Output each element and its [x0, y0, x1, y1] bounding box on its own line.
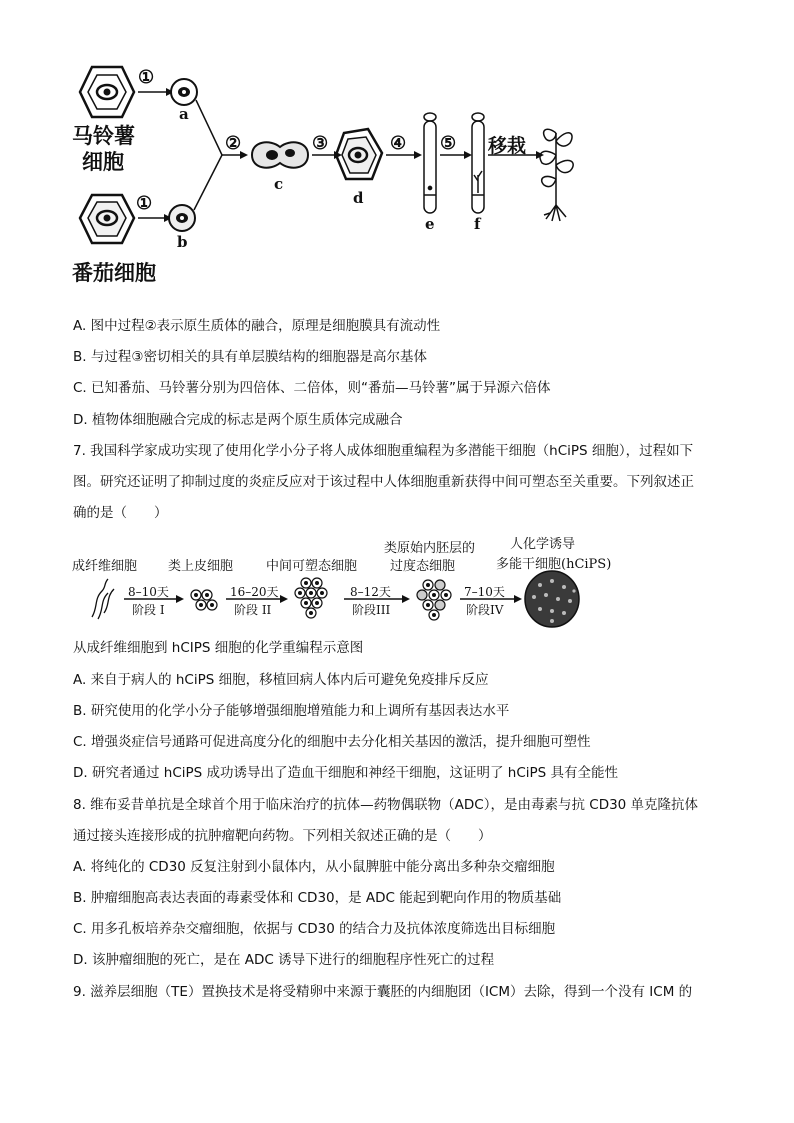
- q7-figure-caption: 从成纤维细胞到 hCIPS 细胞的化学重编程示意图: [73, 640, 364, 656]
- label-d: d: [353, 189, 364, 207]
- q8-option-c: C. 用多孔板培养杂交瘤细胞，依据与 CD30 的结合力及抗体浓度筛选出目标细胞: [73, 921, 556, 937]
- q6-option-b: B. 与过程③密切相关的具有单层膜结构的细胞器是高尔基体: [73, 349, 427, 365]
- phase-2-label: 阶段 II: [234, 603, 272, 617]
- phase-3-label: 阶段III: [352, 603, 391, 617]
- phase-1-label: 阶段 I: [132, 603, 165, 617]
- label-c: c: [274, 175, 284, 193]
- stage-hcips-label-2: 多能干细胞(hCiPS): [496, 557, 612, 572]
- potato-cell-label: 细胞: [82, 149, 124, 174]
- label-b: b: [177, 233, 188, 251]
- stage-fibroblast-label: 成纤维细胞: [72, 559, 138, 574]
- hcips-colony-icon: [525, 571, 579, 627]
- stage-transitional-label-2: 过度态细胞: [390, 559, 456, 574]
- q9-stem-line-1: 9. 滋养层细胞（TE）置换技术是将受精卵中来源于囊胚的内细胞团（ICM）去除，得到一个没有 ICM 的: [73, 984, 693, 1000]
- fibroblast-icon: [92, 579, 114, 619]
- stage-plastic-label: 中间可塑态细胞: [266, 559, 358, 574]
- q7-stem-line-3: 确的是（ ）: [73, 505, 168, 521]
- protoplast-a-icon: [171, 79, 197, 105]
- potato-label: 马铃薯: [72, 123, 135, 148]
- tomato-cell-label: 番茄细胞: [72, 260, 156, 285]
- q6-option-d: D. 植物体细胞融合完成的标志是两个原生质体完成融合: [73, 412, 403, 428]
- test-tube-e-icon: [424, 113, 436, 213]
- q7-option-c: C. 增强炎症信号通路可促进高度分化的细胞中去分化相关基因的激活，提升细胞可塑性: [73, 734, 591, 750]
- q8-option-b: B. 肿瘤细胞高表达表面的毒素受体和 CD30，是 ADC 能起到靶向作用的物质基础: [73, 890, 562, 906]
- step-1-top-label: ①: [138, 67, 155, 88]
- protoplast-b-icon: [169, 205, 195, 231]
- q7-option-d: D. 研究者通过 hCiPS 成功诱导出了造血干细胞和神经干细胞，这证明了 hCiPS 具有全能性: [73, 765, 619, 781]
- reprogramming-figure: [68, 533, 628, 633]
- test-tube-f-icon: [472, 113, 484, 213]
- plastic-cell-icon: [295, 578, 327, 618]
- fused-cell-c-icon: [252, 142, 308, 167]
- stage-epithelial-label: 类上皮细胞: [168, 559, 234, 574]
- hybrid-cell-d-icon: [336, 129, 382, 179]
- q7-option-b: B. 研究使用的化学小分子能够增强细胞增殖能力和上调所有基因表达水平: [73, 703, 510, 719]
- phase-4-label: 阶段IV: [466, 603, 504, 617]
- q7-stem-line-1: 7. 我国科学家成功实现了使用化学小分子将人成体细胞重编程为多潜能干细胞（hCiPS 细胞），过程如下: [73, 443, 694, 459]
- transplant-label: 移栽: [488, 135, 527, 157]
- duration-stage-4: 7–10天: [464, 585, 505, 599]
- hybridization-diagram: [60, 55, 620, 295]
- q7-option-a: A. 来自于病人的 hCiPS 细胞，移植回病人体内后可避免免疫排斥反应: [73, 672, 489, 688]
- q6-option-a: A. 图中过程②表示原生质体的融合，原理是细胞膜具有流动性: [73, 318, 441, 334]
- potato-cell-icon: [80, 67, 134, 117]
- duration-stage-1: 8–10天: [128, 585, 169, 599]
- stage-transitional-label-1: 类原始内胚层的: [384, 541, 476, 556]
- step-4-label: ④: [390, 133, 407, 154]
- duration-stage-2: 16–20天: [230, 585, 279, 599]
- epithelial-cell-icon: [191, 590, 217, 610]
- q7-stem-line-2: 图。研究还证明了抑制过度的炎症反应对于该过程中人体细胞重新获得中间可塑态至关重要。下列叙述正: [73, 474, 694, 490]
- duration-stage-3: 8–12天: [350, 585, 391, 599]
- plant-icon: [540, 129, 573, 221]
- q8-option-d: D. 该肿瘤细胞的死亡，是在 ADC 诱导下进行的细胞程序性死亡的过程: [73, 952, 495, 968]
- step-3-label: ③: [312, 133, 329, 154]
- q6-option-c: C. 已知番茄、马铃薯分别为四倍体、二倍体，则“番茄—马铃薯”属于异源六倍体: [73, 380, 551, 396]
- tomato-cell-icon: [80, 195, 134, 243]
- q8-option-a: A. 将纯化的 CD30 反复注射到小鼠体内，从小鼠脾脏中能分离出多种杂交瘤细胞: [73, 859, 555, 875]
- step-5-label: ⑤: [440, 133, 457, 154]
- stage-hcips-label-1: 人化学诱导: [510, 537, 576, 552]
- step-2-label: ②: [225, 133, 242, 154]
- somatic-hybridization-figure: [60, 55, 620, 295]
- label-f: f: [474, 215, 481, 233]
- label-e: e: [425, 215, 435, 233]
- transitional-cell-icon: [417, 580, 451, 620]
- label-a: a: [179, 105, 189, 123]
- step-1-bottom-label: ①: [136, 193, 153, 214]
- q8-stem-line-2: 通过接头连接形成的抗肿瘤靶向药物。下列相关叙述正确的是（ ）: [73, 828, 492, 844]
- q8-stem-line-1: 8. 维布妥昔单抗是全球首个用于临床治疗的抗体—药物偶联物（ADC），是由毒素与抗 CD30 单克隆抗体: [73, 797, 699, 813]
